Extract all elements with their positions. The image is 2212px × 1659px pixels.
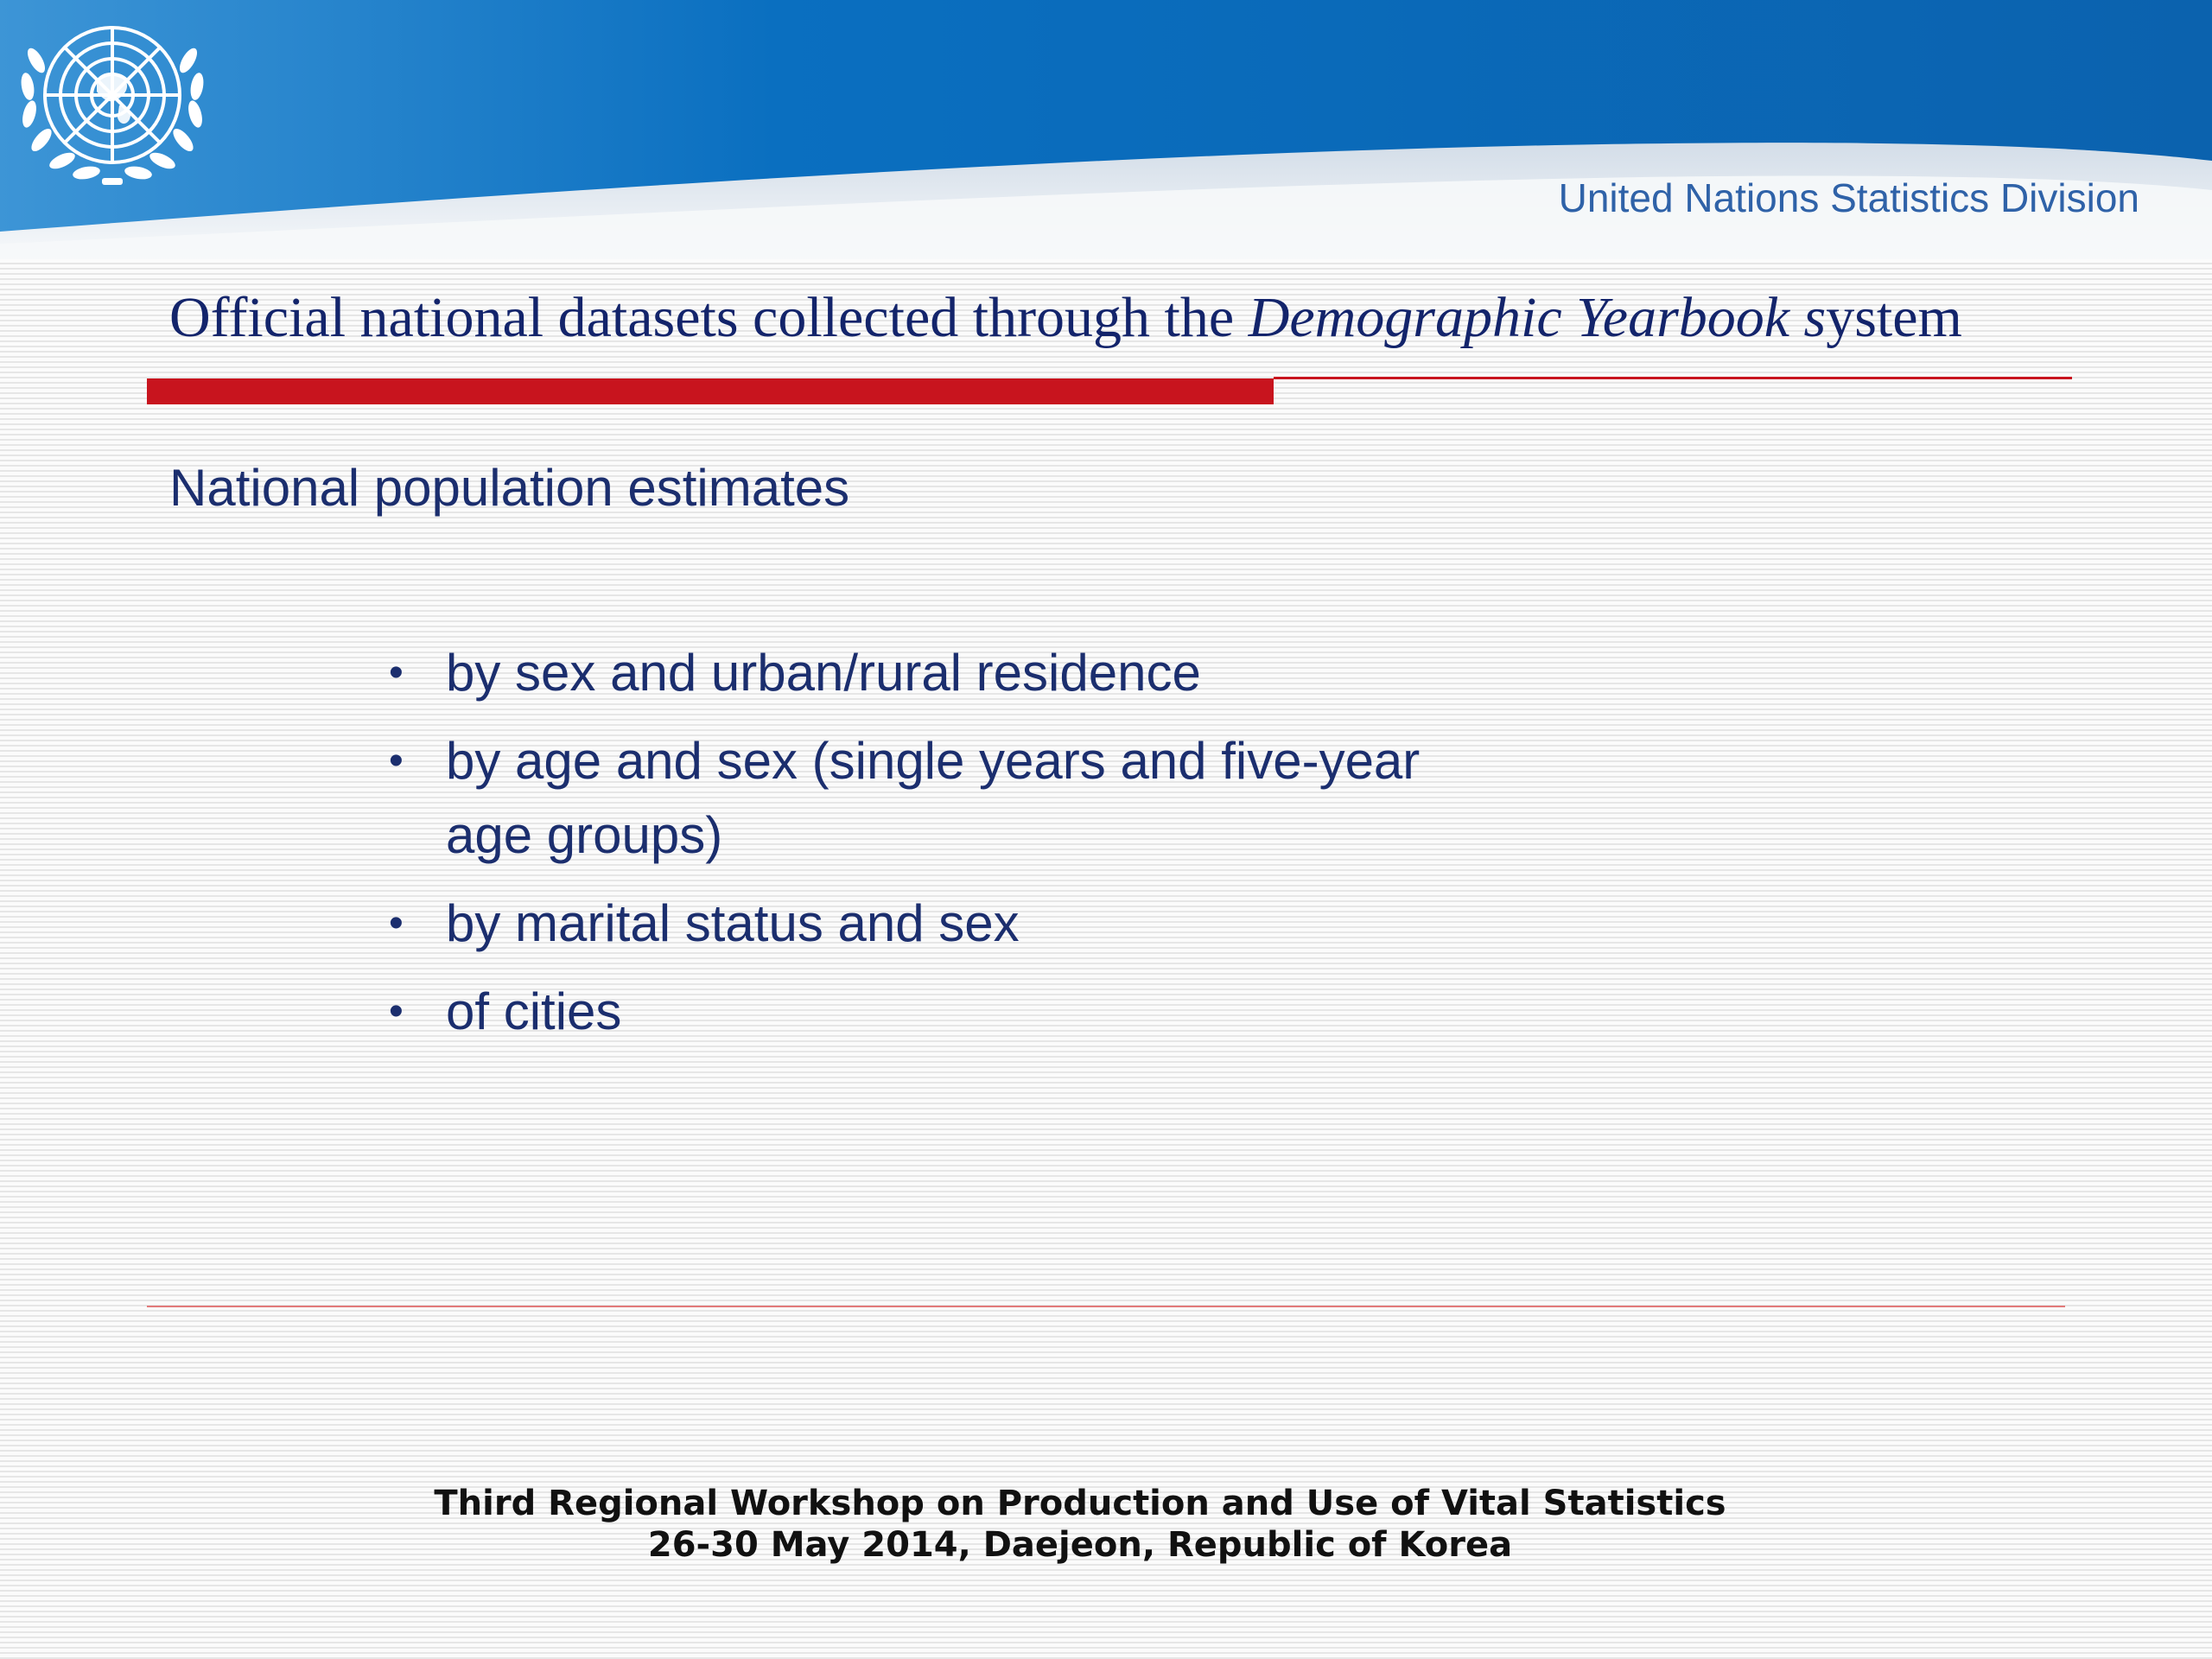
title-text-plain: Official national datasets collected through the	[169, 286, 1249, 349]
footer-event-date-place: 26-30 May 2014, Daejeon, Republic of Korea	[647, 1525, 1513, 1565]
footer	[0, 1483, 2160, 1566]
header-band	[0, 0, 2212, 259]
bullet-icon: •	[389, 900, 404, 946]
list-item	[389, 975, 1426, 1049]
bullet-text: by age and sex (single years and five-year age groups)	[446, 732, 1421, 864]
list-item	[389, 724, 1426, 873]
bullet-list	[389, 636, 1426, 1063]
un-emblem-icon	[0, 0, 225, 199]
section-heading: National population estimates	[169, 459, 850, 517]
list-item	[389, 636, 1426, 710]
title-rule-thin	[1274, 377, 2072, 379]
title-text-italic: Demographic Yearbook s	[1248, 286, 1827, 349]
bullet-text: by sex and urban/rural residence	[446, 644, 1201, 702]
bullet-icon: •	[389, 738, 404, 784]
division-name: United Nations Statistics Division	[1558, 175, 2139, 220]
bullet-text: by marital status and sex	[446, 894, 1020, 952]
slide-title	[169, 285, 2157, 351]
title-text-end: ystem	[1826, 286, 1962, 349]
list-item	[389, 887, 1426, 961]
footer-event-title: Third Regional Workshop on Production and Use of Vital Statistics	[434, 1484, 1726, 1523]
bullet-icon: •	[389, 650, 404, 696]
bullet-icon: •	[389, 988, 404, 1034]
title-rule-thick	[147, 378, 1274, 404]
footer-rule	[147, 1306, 2065, 1307]
bullet-text: of cities	[446, 982, 622, 1040]
